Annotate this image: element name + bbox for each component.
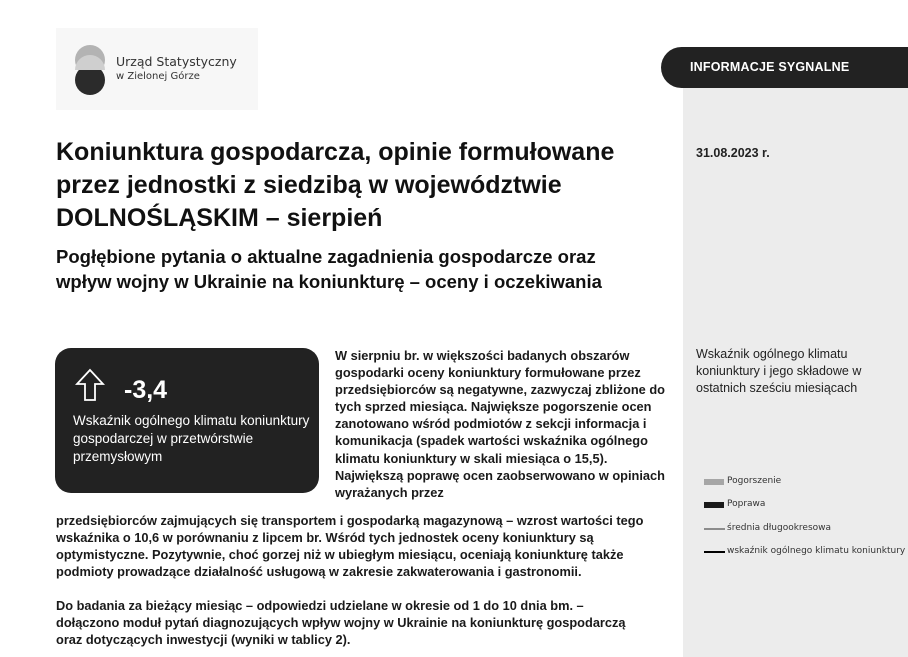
- lead-paragraph: W sierpniu br. w większości badanych obszarów gospodarki oceny koniunktury formułowane przez przedsiębiorców są negatywne, zazwyczaj zbliżone do tych sprzed miesiąca. Największe pogorszenie ocen zanotowano wśród podmiotów z sekcji informacja i komunikacja (spadek wartości wskaźnika ogólnego klimatu koniunktury w skali miesiąca o 15,5). Największą poprawę ocen zaobserwowano w opiniach wyrażanych przez: [335, 348, 665, 500]
- legend-swatch-pogorszenie: [704, 479, 724, 485]
- chart-caption: Wskaźnik ogólnego klimatu koniunktury i jego składowe w ostatnich sześciu miesiącach: [696, 347, 862, 395]
- arrow-up-icon: [75, 368, 105, 402]
- page-subtitle: Pogłębione pytania o aktualne zagadnienia gospodarcze oraz wpływ wojny w Ukrainie na koniunkturę – oceny i oczekiwania: [56, 246, 602, 292]
- page-title: Koniunktura gospodarcza, opinie formułowane przez jednostki z siedzibą w województwie DOLNOŚLĄSKIM – sierpień: [56, 138, 615, 232]
- kpi-value: -3,4: [124, 376, 168, 404]
- legend-label-wskaznik: wskaźnik ogólnego klimatu koniunktury: [727, 546, 906, 556]
- logo-icon: [72, 44, 108, 96]
- logo-city: w Zielonej Górze: [116, 71, 200, 82]
- legend-label-pogorszenie: Pogorszenie: [727, 476, 782, 486]
- logo-name: Urząd Statystyczny: [116, 54, 237, 69]
- legend-swatch-srednia: [704, 528, 725, 530]
- legend-label-poprawa: Poprawa: [727, 499, 766, 509]
- logo-text: [116, 54, 237, 83]
- legend-label-srednia: średnia długookresowa: [727, 523, 832, 533]
- legend-swatch-wskaznik: [704, 551, 725, 553]
- publication-type-badge: INFORMACJE SYGNALNE: [661, 47, 908, 88]
- methodology-paragraph: Do badania za bieżący miesiąc – odpowiedzi udzielane w okresie od 1 do 10 dnia bm. – dołączono moduł pytań diagnozujących wpływ wojny w Ukrainie na koniunkturę gospodarczą oraz dotyczących inwestycji (wyniki w tablicy 2).: [56, 598, 626, 648]
- kpi-card: [55, 348, 319, 493]
- legend-swatch-poprawa: [704, 502, 724, 508]
- lead-paragraph-continued: przedsiębiorców zajmujących się transportem i gospodarką magazynową – wzrost wartości tego wskaźnika o 10,6 w porównaniu z lipcem br. Wśród tych jednostek oceny koniunktury są optymistyczne. Pozytywnie, choć gorzej niż w ubiegłym miesiącu, oceniają koniunkturę także podmioty prowadzące działalność usługową w zakresie zakwaterowania i gastronomii.: [56, 513, 644, 580]
- logo: [56, 28, 258, 110]
- publication-date: 31.08.2023 r.: [696, 146, 770, 160]
- kpi-label: Wskaźnik ogólnego klimatu koniunktury gospodarczej w przetwórstwie przemysłowym: [73, 413, 310, 464]
